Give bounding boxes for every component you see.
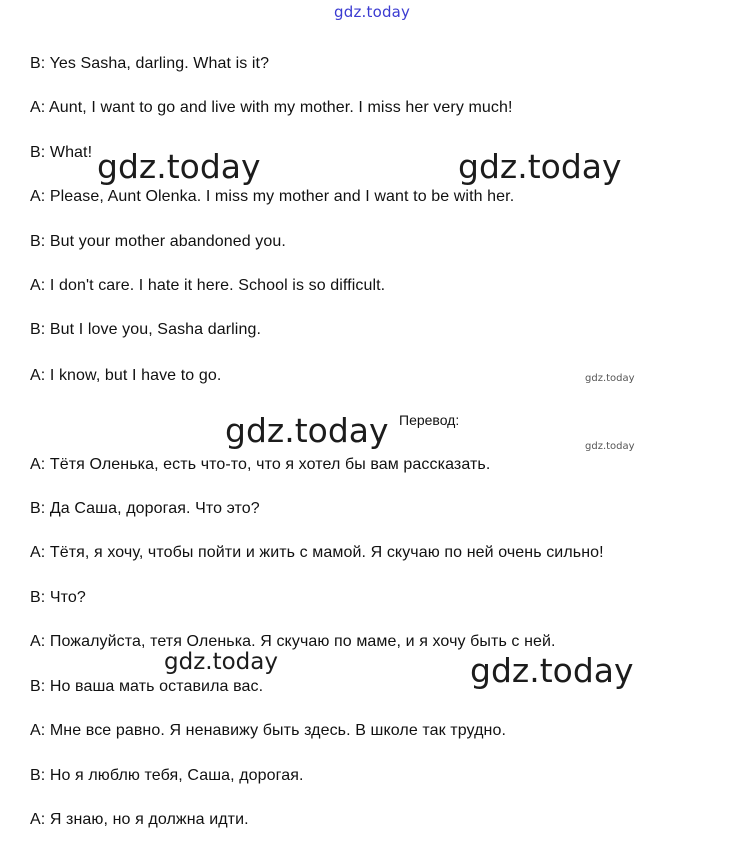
dialogue-line-en: B: But your mother abandoned you.: [30, 233, 286, 250]
dialogue-line-en: A: I know, but I have to go.: [30, 367, 222, 384]
dialogue-line-ru: A: Мне все равно. Я ненавижу быть здесь. В школе так трудно.: [30, 722, 506, 739]
dialogue-line-en: B: What!: [30, 144, 93, 161]
watermark-large: gdz.today: [470, 651, 634, 690]
dialogue-line-en: B: Yes Sasha, darling. What is it?: [30, 55, 270, 72]
watermark-large: gdz.today: [458, 147, 622, 186]
dialogue-line-ru: A: Я знаю, но я должна идти.: [30, 811, 249, 828]
translation-heading: Перевод:: [399, 412, 460, 428]
dialogue-line-ru: B: Да Саша, дорогая. Что это?: [30, 500, 260, 517]
dialogue-line-ru: A: Тётя Оленька, есть что-то, что я хотел бы вам рассказать.: [30, 456, 491, 473]
watermark-large: gdz.today: [225, 411, 389, 450]
dialogue-line-en: B: But I love you, Sasha darling.: [30, 321, 261, 338]
dialogue-line-ru: B: Что?: [30, 589, 86, 606]
dialogue-line-ru: A: Тётя, я хочу, чтобы пойти и жить с мамой. Я скучаю по ней очень сильно!: [30, 544, 604, 561]
dialogue-line-en: A: Aunt, I want to go and live with my mother. I miss her very much!: [30, 99, 513, 116]
dialogue-line-ru: B: Но ваша мать оставила вас.: [30, 678, 264, 695]
dialogue-line-en: A: I don't care. I hate it here. School is so difficult.: [30, 277, 386, 294]
watermark-top: gdz.today: [334, 3, 411, 21]
dialogue-line-en: A: Please, Aunt Olenka. I miss my mother and I want to be with her.: [30, 188, 515, 205]
watermark-small: gdz.today: [585, 373, 635, 384]
watermark-small: gdz.today: [585, 441, 635, 452]
dialogue-line-ru: B: Но я люблю тебя, Саша, дорогая.: [30, 767, 304, 784]
watermark-mid: gdz.today: [164, 649, 278, 675]
watermark-large: gdz.today: [97, 147, 261, 186]
dialogue-line-ru: A: Пожалуйста, тетя Оленька. Я скучаю по маме, и я хочу быть с ней.: [30, 633, 556, 650]
